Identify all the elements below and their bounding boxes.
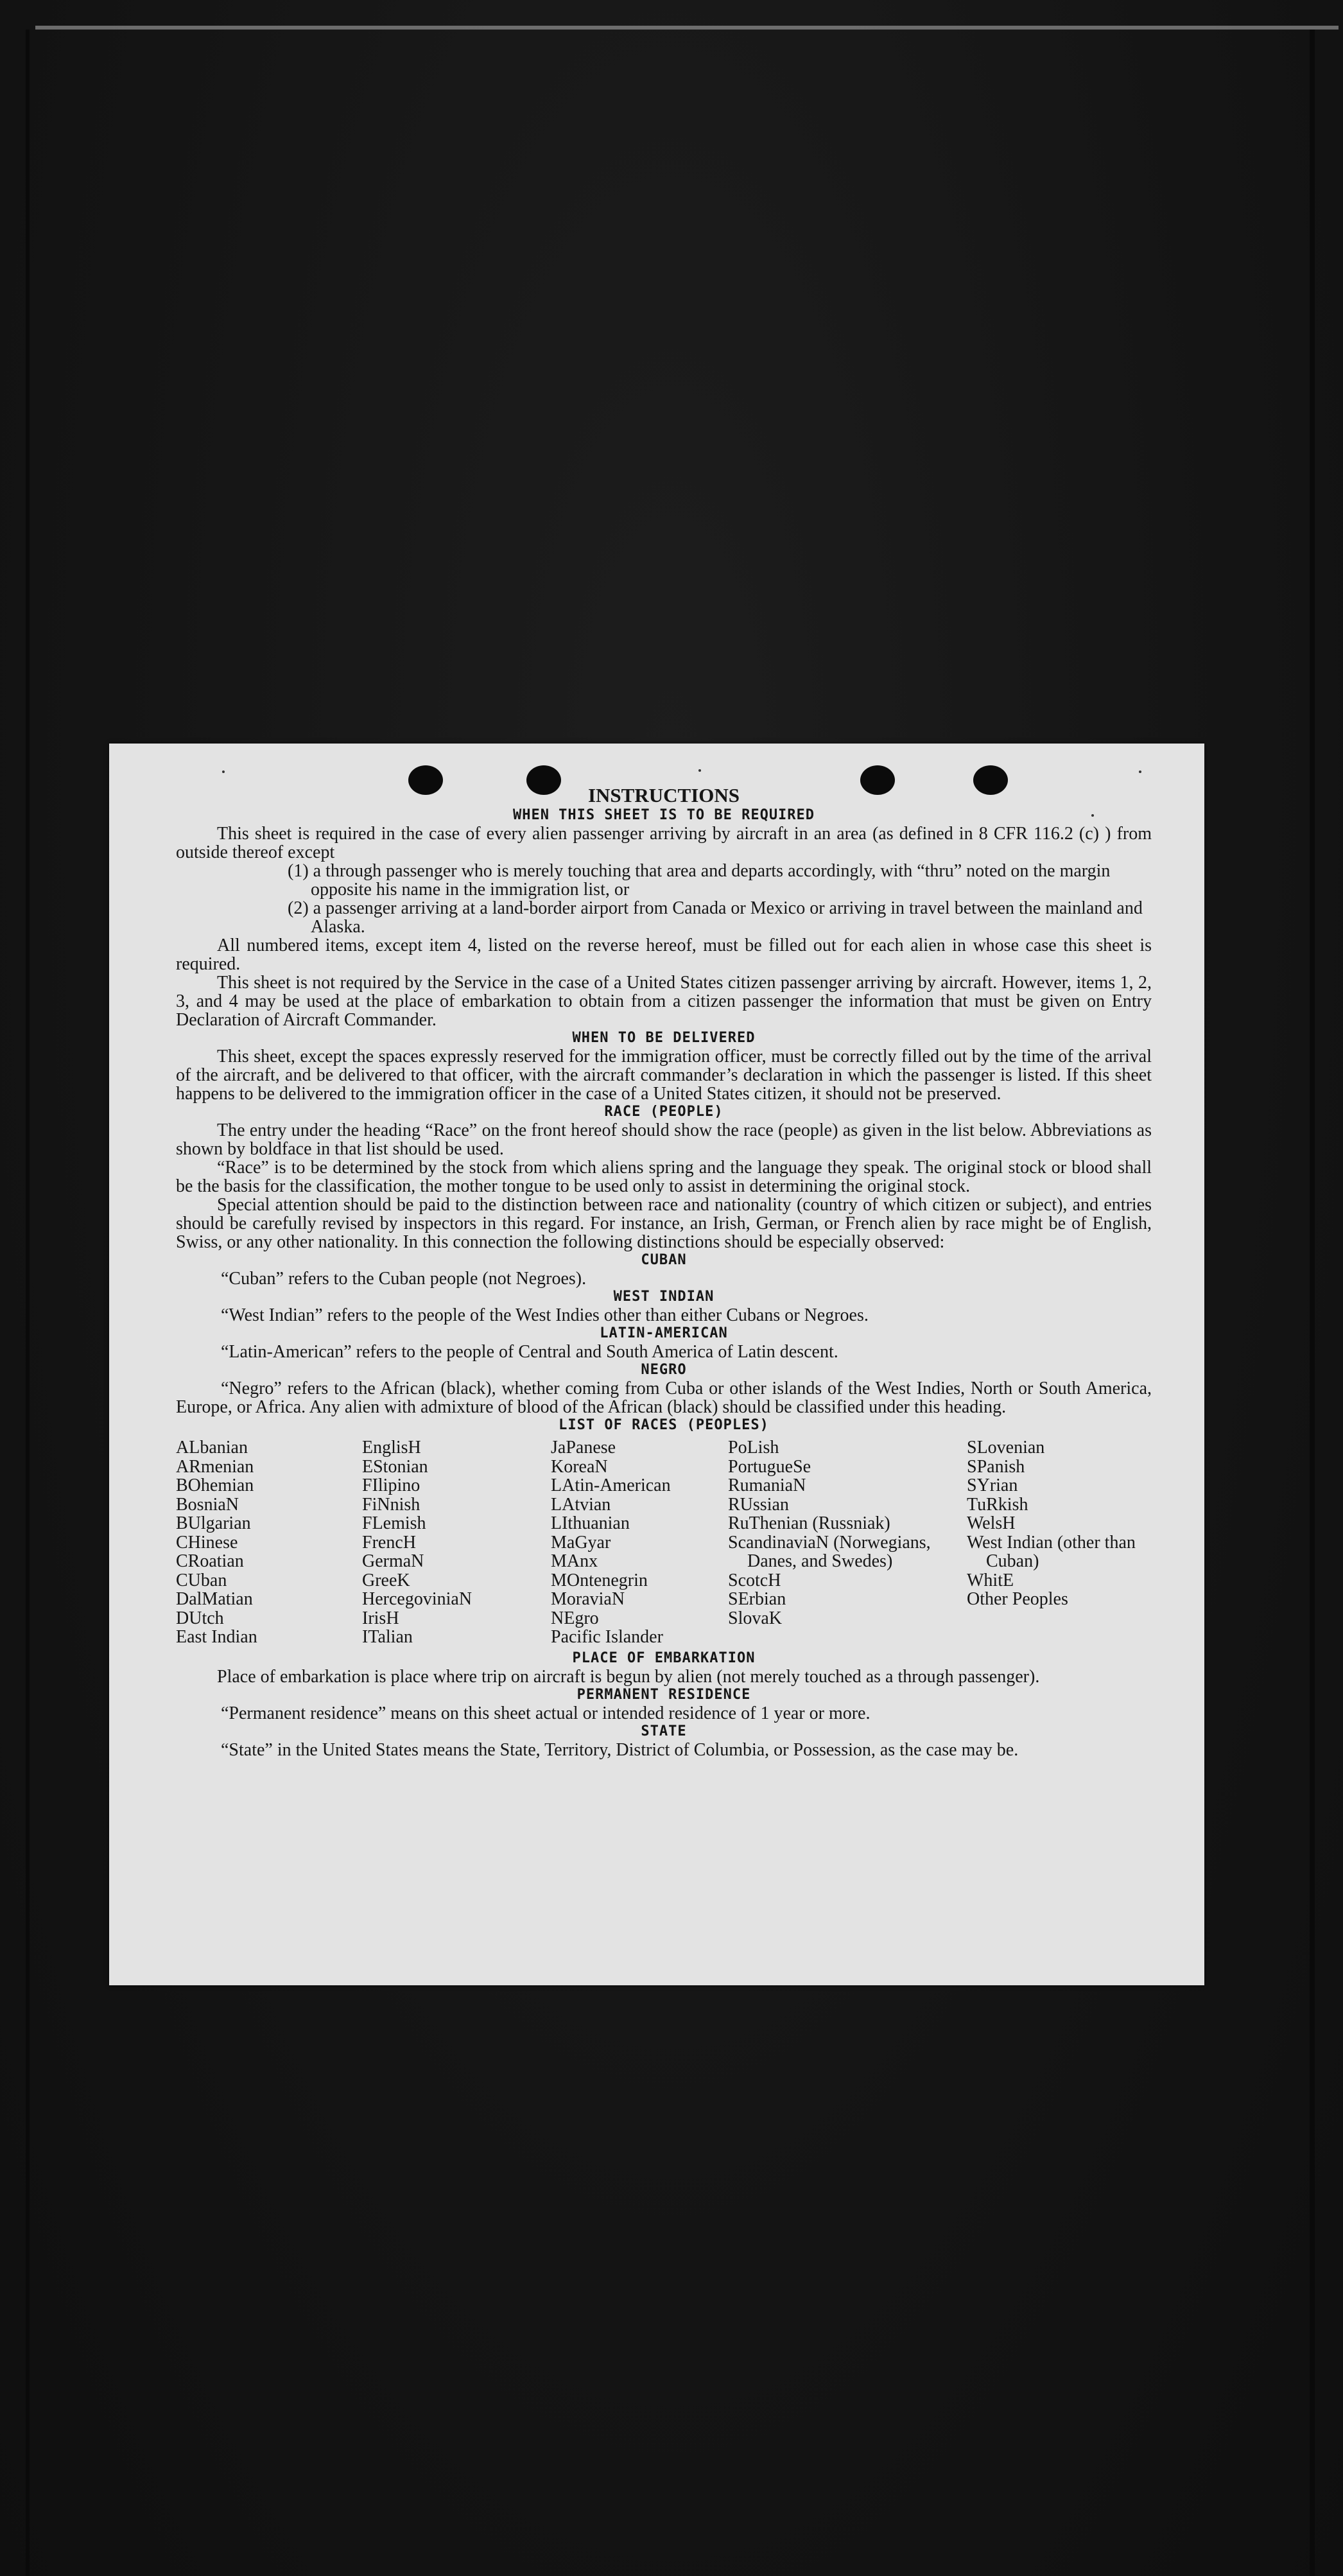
heading-when-delivered: WHEN TO BE DELIVERED (572, 1030, 756, 1046)
list-item: (1) a through passenger who is merely touching that area and departs accordingly, with “thru” noted on the margin opposite his name in the immigration list, or (288, 861, 1111, 900)
race-entry: NEgro (551, 1608, 599, 1628)
race-entry: DalMatian (176, 1589, 253, 1609)
race-entry: HercegoviniaN (362, 1589, 472, 1609)
paragraph: Place of embarkation is place where trip on aircraft is begun by alien (not merely touched as a through passenger). (217, 1666, 1040, 1687)
heading-state: STATE (641, 1723, 687, 1739)
list-item: (2) a passenger arriving at a land-border airport from Canada or Mexico or arriving in travel between the mainland and Alaska. (288, 898, 1143, 937)
race-entry: MOntenegrin (551, 1570, 648, 1590)
heading-negro: NEGRO (641, 1362, 687, 1378)
race-entry: FIlipino (362, 1475, 420, 1495)
paragraph: “Negro” refers to the African (black), whether coming from Cuba or other islands of the West Indies, North or South America, Europe, or Africa. Any alien with admixture of blood of the African (black) should be classified under this heading. (176, 1379, 1152, 1417)
race-entry: SLovenian (967, 1438, 1045, 1458)
sheet-content (176, 785, 1152, 1759)
paragraph: “Permanent residence” means on this sheet actual or intended residence of 1 year or more. (221, 1703, 871, 1723)
page-title: INSTRUCTIONS (587, 784, 740, 806)
race-entry: JaPanese (551, 1438, 616, 1458)
race-entry: IrisH (362, 1608, 399, 1628)
race-entry: ScotcH (728, 1570, 781, 1590)
paragraph: “Latin-American” refers to the people of Central and South America of Latin descent. (221, 1342, 838, 1362)
race-entry: MoraviaN (551, 1589, 625, 1609)
race-entry: ScandinaviaN (Norwegians, Danes, and Swedes) (728, 1532, 931, 1571)
race-entry: GermaN (362, 1551, 424, 1571)
race-entry: FLemish (362, 1513, 426, 1533)
races-table (176, 1438, 1152, 1647)
races-column (728, 1438, 967, 1647)
heading-permanent-residence: PERMANENT RESIDENCE (576, 1686, 751, 1703)
races-column (176, 1438, 362, 1647)
race-entry: SYrian (967, 1475, 1018, 1495)
paragraph: This sheet is not required by the Service in the case of a United States citizen passenger arriving by aircraft. However, items 1, 2, 3, and 4 may be used at the place of embarkation to obtain from a citizen passenger the information that must be given on Entry Declaration of Aircraft Commander. (176, 973, 1152, 1030)
race-entry: DUtch (176, 1608, 224, 1628)
instruction-sheet (109, 744, 1204, 1985)
race-entry: SlovaK (728, 1608, 782, 1628)
race-entry: KoreaN (551, 1456, 608, 1477)
heading-latin-american: LATIN-AMERICAN (600, 1325, 728, 1341)
paragraph: This sheet, except the spaces expressly reserved for the immigration officer, must be correctly filled out by the time of the arrival of the aircraft, and be delivered to that officer, with the aircraft commander’s declaration in which the passenger is listed. If this sheet happens to be delivered to the immigration officer in the case of a United States citizen, it should not be preserved. (176, 1047, 1152, 1104)
race-entry: MaGyar (551, 1532, 611, 1553)
race-entry: WelsH (967, 1513, 1016, 1533)
paragraph: “Race” is to be determined by the stock from which aliens spring and the language they speak. The original stock or blood shall be the basis for the classification, the mother tongue to be used only to assist in determining the original stock. (176, 1158, 1152, 1196)
race-entry: ARmenian (176, 1456, 254, 1477)
race-entry: FrencH (362, 1532, 416, 1553)
race-entry: CHinese (176, 1532, 238, 1553)
paragraph: This sheet is required in the case of every alien passenger arriving by aircraft in an area (as defined in 8 CFR 116.2 (c) ) from outside thereof except (176, 824, 1152, 862)
race-entry: RumaniaN (728, 1475, 806, 1495)
race-entry: EStonian (362, 1456, 428, 1477)
paragraph: “West Indian” refers to the people of the West Indies other than either Cubans or Negroes. (221, 1305, 869, 1325)
race-entry: RUssian (728, 1494, 789, 1515)
heading-west-indian: WEST INDIAN (613, 1289, 715, 1305)
race-entry: BUlgarian (176, 1513, 251, 1533)
races-column (362, 1438, 551, 1647)
heading-place-of-embarkation: PLACE OF EMBARKATION (572, 1649, 756, 1666)
paragraph: “Cuban” refers to the Cuban people (not Negroes). (221, 1269, 587, 1289)
heading-cuban: CUBAN (641, 1252, 687, 1268)
race-entry: LAtvian (551, 1494, 611, 1515)
race-entry: SPanish (967, 1456, 1025, 1477)
microfilm-right-edge (1310, 30, 1315, 2576)
race-entry: RuThenian (Russniak) (728, 1513, 890, 1533)
speck (222, 770, 225, 773)
race-entry: PoLish (728, 1438, 779, 1458)
race-entry: CRoatian (176, 1551, 244, 1571)
race-entry: East Indian (176, 1627, 257, 1647)
paragraph: All numbered items, except item 4, listed on the reverse hereof, must be filled out for each alien in whose case this sheet is required. (176, 936, 1152, 974)
heading-when-required: WHEN THIS SHEET IS TO BE REQUIRED (512, 807, 815, 823)
race-entry: Pacific Islander (551, 1627, 663, 1647)
speck (1139, 770, 1141, 773)
race-entry: BosniaN (176, 1494, 239, 1515)
microfilm-top-edge (35, 26, 1339, 30)
race-entry: BOhemian (176, 1475, 254, 1495)
races-column (551, 1438, 728, 1647)
race-entry: FiNnish (362, 1494, 420, 1515)
race-entry: TuRkish (967, 1494, 1028, 1515)
race-entry: LAtin-American (551, 1475, 671, 1495)
race-entry: SErbian (728, 1589, 786, 1609)
paragraph: The entry under the heading “Race” on the front hereof should show the race (people) as given in the list below. Abbreviations as shown by boldface in that list should be used. (176, 1120, 1152, 1159)
race-entry: PortugueSe (728, 1456, 811, 1477)
race-entry: WhitE (967, 1570, 1014, 1590)
race-entry: EnglisH (362, 1438, 421, 1458)
heading-list-of-races: LIST OF RACES (PEOPLES) (559, 1417, 769, 1433)
race-entry: ALbanian (176, 1438, 248, 1458)
race-entry: ITalian (362, 1627, 413, 1647)
race-entry: Other Peoples (967, 1589, 1068, 1609)
race-entry: LIthuanian (551, 1513, 630, 1533)
race-entry: West Indian (other than Cuban) (967, 1532, 1136, 1571)
race-entry: MAnx (551, 1551, 598, 1571)
paragraph: “State” in the United States means the State, Territory, District of Columbia, or Possession, as the case may be. (221, 1739, 1019, 1760)
microfilm-left-edge (26, 30, 30, 2576)
heading-race: RACE (PEOPLE) (604, 1104, 723, 1120)
race-entry: GreeK (362, 1570, 410, 1590)
paragraph: Special attention should be paid to the distinction between race and nationality (country of which citizen or subject), and entries should be carefully revised by inspectors in this regard. For instance, an Irish, German, or French alien by race might be of English, Swiss, or any other nationality. In this connection the following distinctions should be especially observed: (176, 1195, 1152, 1252)
races-column (967, 1438, 1152, 1647)
speck (698, 769, 701, 772)
race-entry: CUban (176, 1570, 227, 1590)
